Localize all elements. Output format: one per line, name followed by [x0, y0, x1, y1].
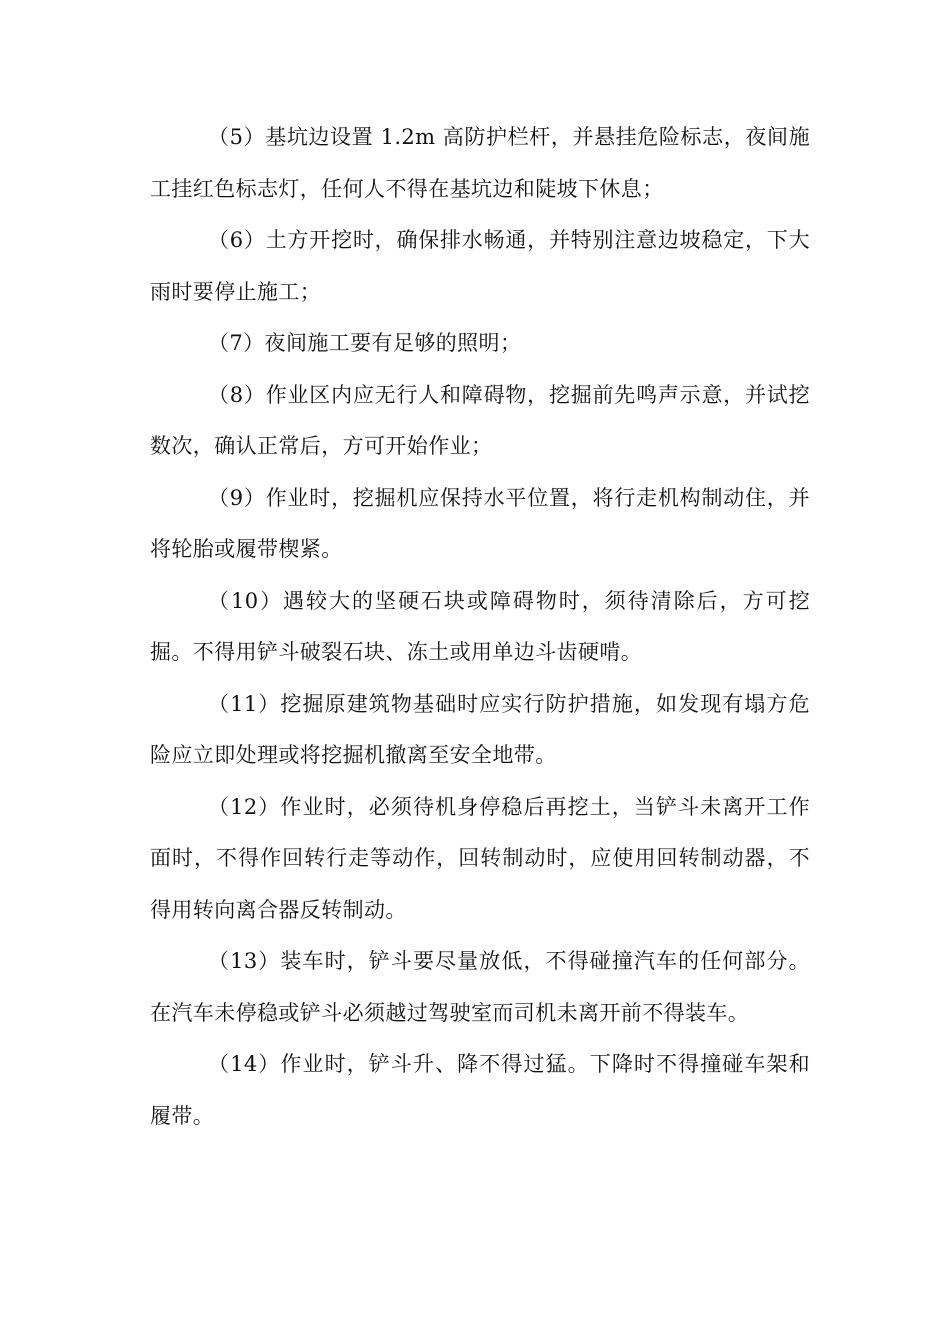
paragraph-10: （10）遇较大的坚硬石块或障碍物时，须待清除后，方可挖掘。不得用铲斗破裂石块、冻土或用单边斗齿硬啃。	[150, 588, 810, 664]
paragraph-9: （9）作业时，挖掘机应保持水平位置，将行走机构制动住，并将轮胎或履带楔紧。	[150, 485, 810, 561]
document-body	[150, 112, 810, 1142]
paragraph-13: （13）装车时，铲斗要尽量放低，不得碰撞汽车的任何部分。在汽车未停稳或铲斗必须越过驾驶室而司机未离开前不得装车。	[150, 949, 810, 1025]
paragraph-7: （7）夜间施工要有足够的照明；	[208, 331, 522, 355]
paragraph-11: （11）挖掘原建筑物基础时应实行防护措施，如发现有塌方危险应立即处理或将挖掘机撤离至安全地带。	[150, 691, 810, 767]
paragraph-6: （6）土方开挖时，确保排水畅通，并特别注意边坡稳定，下大雨时要停止施工；	[150, 228, 810, 304]
paragraph-5: （5）基坑边设置 1.2m 高防护栏杆，并悬挂危险标志，夜间施工挂红色标志灯，任何人不得在基坑边和陡坡下休息；	[150, 125, 810, 201]
paragraph-12: （12）作业时，必须待机身停稳后再挖土，当铲斗未离开工作面时，不得作回转行走等动作，回转制动时，应使用回转制动器，不得用转向离合器反转制动。	[150, 794, 810, 922]
paragraph-8: （8）作业区内应无行人和障碍物，挖掘前先鸣声示意，并试挖数次，确认正常后，方可开始作业；	[150, 382, 810, 458]
paragraph-14: （14）作业时，铲斗升、降不得过猛。下降时不得撞碰车架和履带。	[150, 1052, 810, 1128]
